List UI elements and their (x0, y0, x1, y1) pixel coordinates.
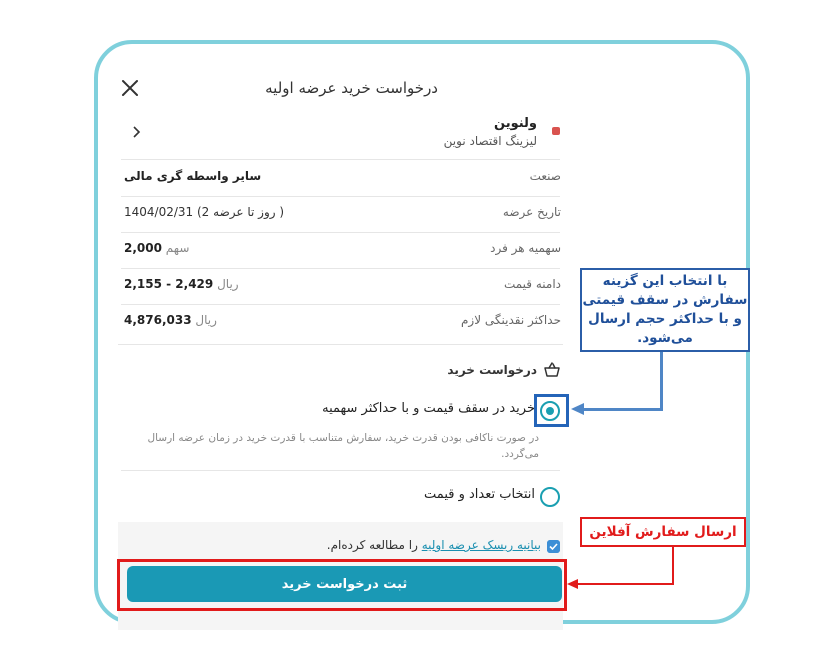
row-label: دامنه قیمت (503, 277, 561, 291)
info-row-price-range (124, 268, 561, 304)
callout-arrow-line (672, 547, 674, 585)
arrow-left-icon (567, 579, 578, 589)
info-row-offer-date (124, 196, 561, 232)
row-value: 4,876,033 (124, 313, 192, 327)
row-value: سایر واسطه گری مالی (124, 169, 262, 183)
divider (118, 344, 563, 345)
row-unit: ریال (195, 313, 217, 327)
arrow-left-icon (571, 403, 584, 415)
option-description: در صورت ناکافی بودن قدرت خرید، سفارش متناسب با قدرت خرید در زمان عرضه ارسال می‌گردد. (147, 432, 539, 460)
submit-buy-request-button[interactable]: ثبت درخواست خرید (127, 566, 562, 602)
dialog-title: درخواست خرید عرضه اولیه (265, 79, 438, 97)
row-label: تاریخ عرضه (502, 205, 561, 219)
close-icon[interactable] (120, 78, 140, 98)
callout-arrow-line (578, 583, 674, 585)
row-value: 1404/02/31 (124, 205, 194, 219)
row-value: 2,155 - 2,429 (124, 277, 214, 291)
info-row-industry (124, 160, 561, 196)
radio-callout: با انتخاب این گزینه سفارش در سقف قیمتی و با حداکثر حجم ارسال می‌شود. (580, 268, 750, 352)
checkbox-checked-icon[interactable] (547, 540, 560, 553)
chevron-left-icon[interactable] (130, 125, 142, 139)
highlight-radio-box (534, 394, 569, 427)
section-title: درخواست خرید (447, 363, 537, 377)
row-unit: ریال (217, 277, 239, 291)
ipo-buy-dialog (118, 60, 563, 630)
row-label: حداکثر نقدینگی لازم (460, 313, 561, 327)
agreement-suffix: را مطالعه کرده‌ام. (326, 538, 418, 552)
submit-callout: ارسال سفارش آفلاین (580, 517, 746, 547)
info-row-max-liquidity (124, 304, 561, 340)
option-label-max-quota: خرید در سقف قیمت و با حداکثر سهمیه (322, 401, 535, 416)
info-row-quota (124, 232, 561, 268)
divider (121, 470, 560, 471)
company-full-name: لیزینگ اقتصاد نوین (443, 134, 537, 148)
shopping-basket-icon (543, 361, 561, 379)
row-label: صنعت (529, 169, 561, 183)
row-label: سهمیه هر فرد (490, 241, 561, 255)
option-label-custom: انتخاب تعداد و قیمت (424, 487, 535, 502)
radio-custom-qty-price[interactable] (540, 487, 560, 507)
row-extra: (2 روز تا عرضه ) (197, 205, 285, 219)
callout-arrow-line (584, 408, 663, 411)
company-symbol: ولنوین (494, 116, 537, 131)
highlight-submit-box (117, 559, 567, 611)
row-unit: سهم (165, 241, 190, 255)
row-value: 2,000 (124, 241, 162, 255)
status-indicator (552, 127, 560, 135)
callout-arrow-line (660, 352, 663, 410)
risk-agreement (327, 538, 541, 552)
risk-statement-link[interactable]: بیانیه ریسک عرضه اولیه (421, 538, 541, 552)
